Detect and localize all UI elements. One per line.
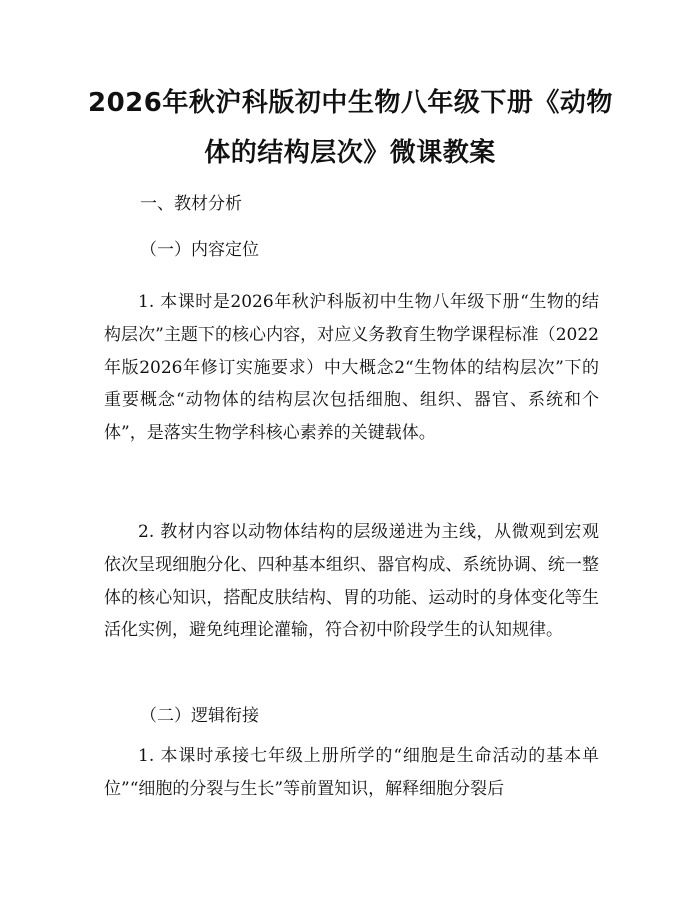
section-heading-textbook-analysis: 一、教材分析: [140, 194, 242, 214]
subsection-heading-content-positioning: （一）内容定位: [140, 240, 259, 260]
paragraph-3: 1. 本课时承接七年级上册所学的“细胞是生命活动的基本单位”“细胞的分裂与生长”等前置知识，解释细胞分裂后: [104, 746, 599, 799]
title-line-1: 2026年秋沪科版初中生物八年级下册《动物: [88, 88, 613, 118]
document-title: [88, 78, 612, 178]
paragraph-1: 1. 本课时是2026年秋沪科版初中生物八年级下册“生物的结构层次”主题下的核心内容，对应义务教育生物学课程标准（2022年版2026年修订实施要求）中大概念2“生物体的结构层次”下的重要概念“动物体的结构层次包括细胞、组织、器官、系统和个体”，是落实生物学科核心素养的关键载体。: [104, 292, 599, 444]
subsection-heading-logical-connection: （二）逻辑衔接: [140, 706, 259, 726]
paragraph-2: 2. 教材内容以动物体结构的层级递进为主线，从微观到宏观依次呈现细胞分化、四种基本组织、器官构成、系统协调、统一整体的核心知识，搭配皮肤结构、胃的功能、运动时的身体变化等生活化实例，避免纯理论灌输，符合初中阶段学生的认知规律。: [104, 522, 599, 641]
title-line-2: 体的结构层次》微课教案: [204, 138, 496, 168]
